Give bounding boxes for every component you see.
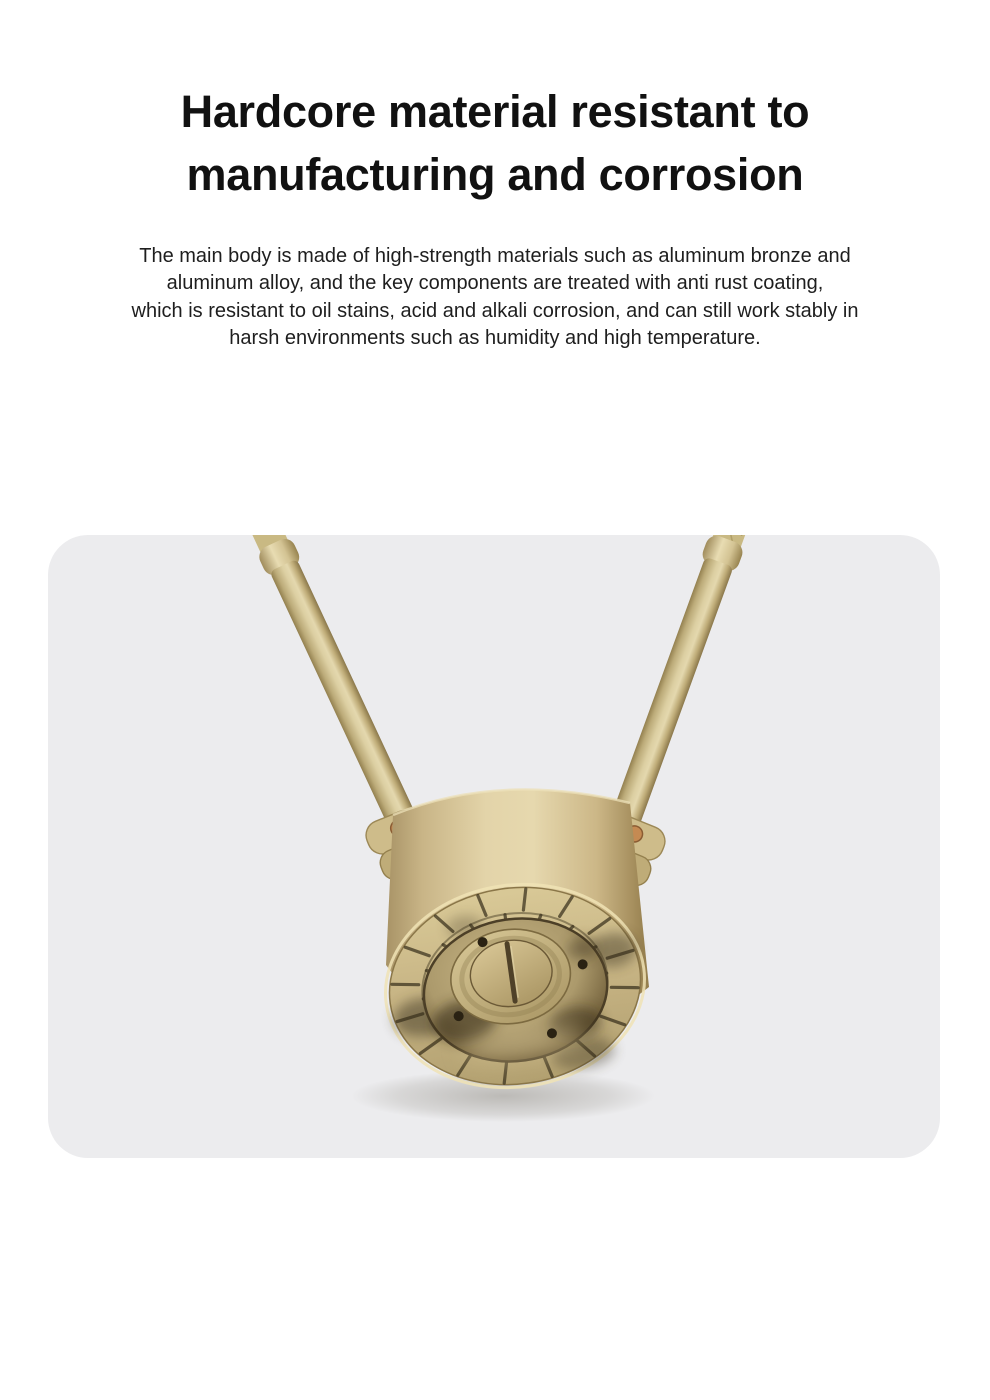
hero-description-line: which is resistant to oil stains, acid and alkali corrosion, and can still work stably in — [131, 299, 859, 322]
hero-section — [0, 80, 990, 353]
page-title — [0, 80, 990, 206]
product-card — [48, 535, 940, 1158]
hero-description-line: The main body is made of high-strength materials such as aluminum bronze and — [139, 245, 851, 267]
page-title-line-2: manufacturing and corrosion — [186, 149, 804, 200]
brass-capping-tool-image — [48, 535, 940, 1158]
hero-description — [95, 243, 895, 353]
hero-description-line: aluminum alloy, and the key components are treated with anti rust coating, — [166, 272, 824, 295]
hero-description-line: harsh environments such as humidity and high temperature. — [229, 327, 761, 350]
page-title-line-1: Hardcore material resistant to — [180, 86, 810, 137]
left-handle — [231, 535, 427, 845]
